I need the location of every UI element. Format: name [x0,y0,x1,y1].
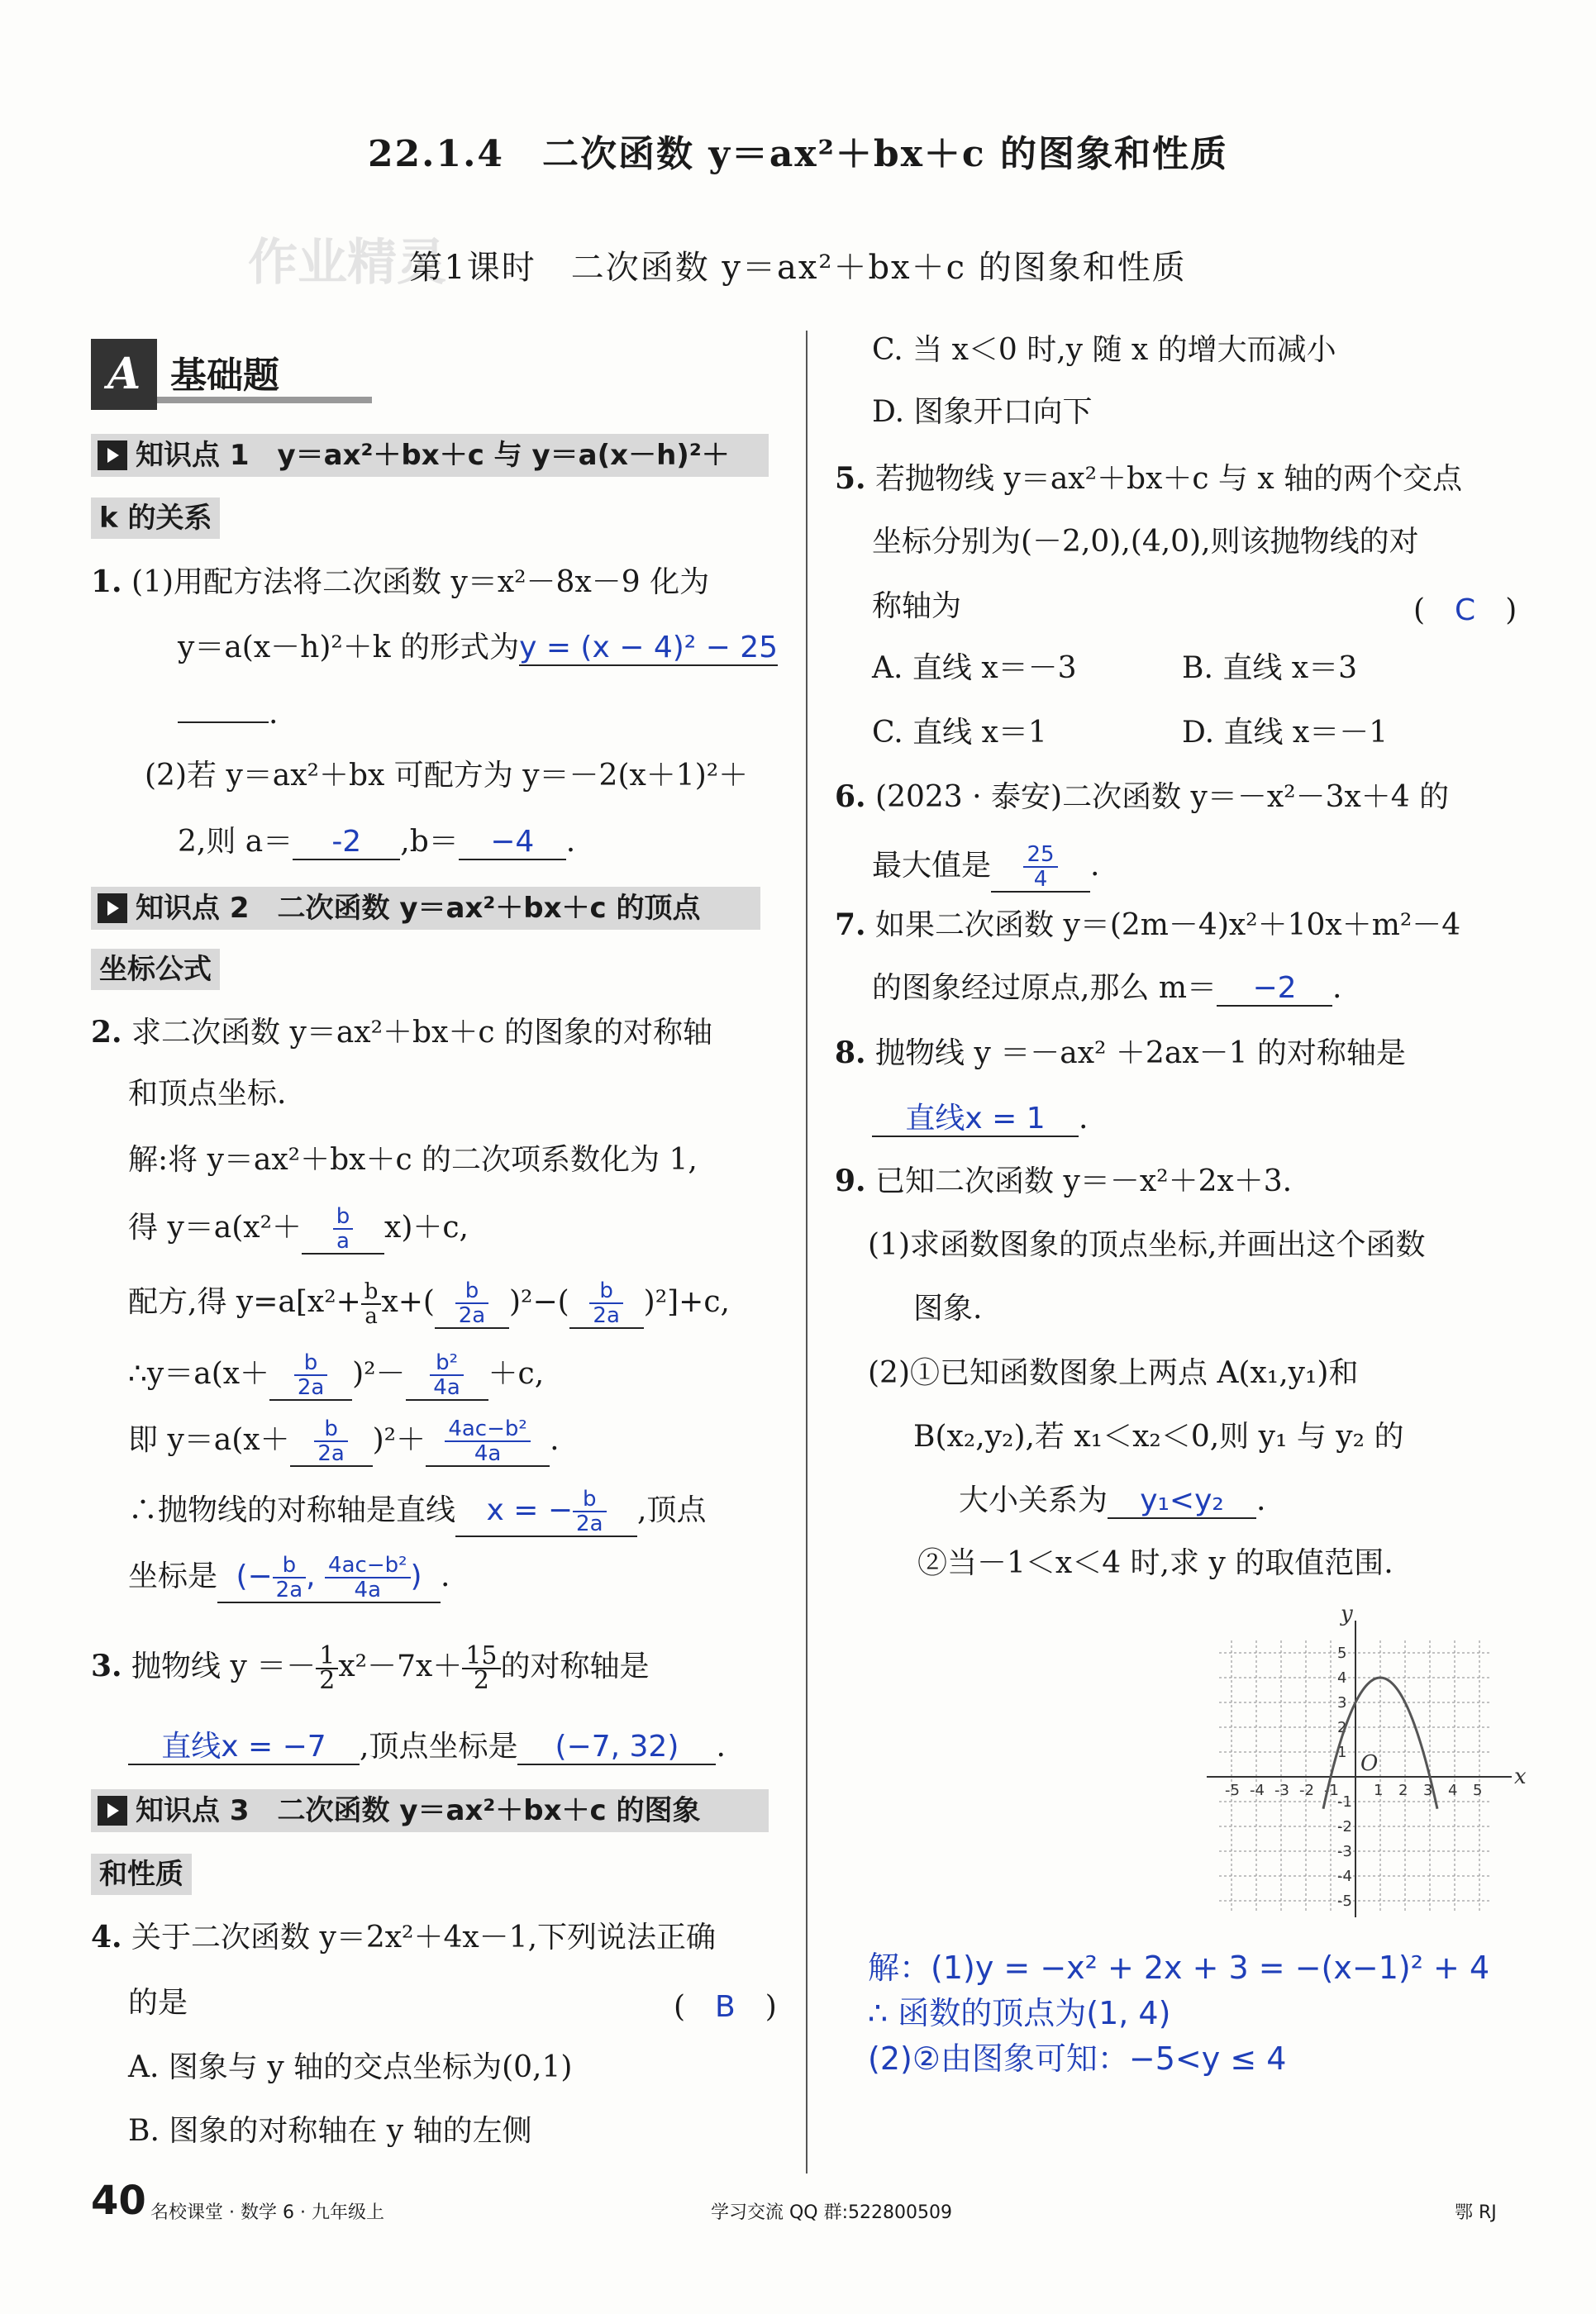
y-tick-label: 1 [1337,1744,1347,1761]
q5-option-d: D. 直线 x＝－1 [1182,716,1389,750]
q2-line9: 坐标是 (− $\frac{b}{2a}$ , $\frac{\text{4ac−b²}}{4a}$ ) . [128,1553,450,1602]
q2-line1: 2. 求二次函数 y＝ax²＋bx＋c 的图象的对称轴 [91,1015,712,1050]
q5-option-c: C. 直线 x＝1 [872,716,1047,750]
q8-line2: 直线x = 1 . [872,1099,1088,1139]
x-tick-label: -3 [1274,1782,1289,1799]
q7-answer: −2 [1217,972,1332,1007]
q2-line6: ∴y＝a(x＋ $\frac{b}{2a}$ )²－ $\frac{\text{b²}}{4a}$ ＋c, [128,1350,545,1400]
section-letter: A [91,339,157,410]
y-tick-label: -5 [1337,1893,1352,1910]
play-triangle-icon [98,440,127,470]
watermark: 作业精灵 [248,234,446,292]
x-tick-label: 5 [1473,1782,1483,1799]
section-header [91,339,372,410]
x-axis-label: x [1514,1764,1527,1789]
y-tick-label: -2 [1337,1818,1352,1835]
q2-line8: ∴抛物线的对称轴是直线 x = − $\frac{b}{2a}$ ,顶点 [128,1487,707,1536]
q4-option-a: A. 图象与 y 轴的交点坐标为(0,1) [128,2050,573,2084]
q9-line4: (2)①已知函数图象上两点 A(x₁,y₁)和 [868,1356,1359,1390]
q2-line5: 配方,得 y=a[x²+ $\frac{b}{a}$ x+( $\frac{b}{2a}$ )²−( $\frac{b}{2a}$ )²]+c, [128,1278,730,1329]
q3-answer1: 直线x = −7 [128,1731,360,1765]
play-triangle-icon [98,893,127,923]
page-title: 22.1.4 二次函数 y＝ax²＋bx＋c 的图象和性质 [367,133,1229,175]
q5-answer-paren: ( C ) [1413,593,1517,627]
q2-line4: 得 y＝a(x²＋ $\frac{b}{a}$ x)＋c, [128,1204,469,1254]
q1-line2b: . [178,694,278,734]
q8-answer: 直线x = 1 [872,1102,1079,1137]
q4-answer-paren: ( B ) [674,1990,777,2024]
q5-line2: 坐标分别为(－2,0),(4,0),则该抛物线的对 [872,525,1419,559]
y-tick-label: 2 [1337,1719,1347,1736]
origin-label: O [1360,1751,1379,1776]
knowledge-point-1-cont: k 的关系 [91,498,220,539]
q6-line2: 最大值是 $\frac{25}{4}$ . [872,842,1100,892]
column-divider [806,331,808,2174]
section-label: 基础题 [170,355,279,397]
q7-line1: 7. 如果二次函数 y＝(2m－4)x²＋10x＋m²－4 [835,907,1461,942]
parabola-graph [1198,1587,1546,1917]
q2-line2: 和顶点坐标. [128,1077,287,1111]
y-tick-label: -4 [1337,1868,1352,1885]
q7-line2: 的图象经过原点,那么 m＝ −2 . [872,971,1342,1005]
play-triangle-icon [98,1796,127,1826]
knowledge-point-3: 知识点 3 二次函数 y＝ax²＋bx＋c 的图象 [91,1789,769,1832]
q1-answer3: −4 [459,826,566,860]
x-tick-label: 2 [1398,1782,1408,1799]
q1-line4: 2,则 a＝ -2 ,b＝ −4 . [178,825,576,859]
x-tick-label: 1 [1374,1782,1384,1799]
q3-line2: 直线x = −7 ,顶点坐标是 (−7, 32) . [128,1727,726,1767]
q9-line6: 大小关系为 y₁<y₂ . [959,1483,1266,1517]
q4-line2: 的是 [128,1986,188,2020]
knowledge-point-2-cont: 坐标公式 [91,949,220,990]
solution-line3: (2)②由图象可知：−5<y ≤ 4 [868,2040,1287,2077]
q1-line1: 1. (1)用配方法将二次函数 y＝x²－8x－9 化为 [91,564,710,599]
y-axis-label: y [1341,1602,1353,1626]
q8-line1: 8. 抛物线 y ＝－ax² ＋2ax－1 的对称轴是 [835,1036,1406,1070]
x-tick-label: -2 [1299,1782,1314,1799]
solution-line2: ∴ 函数的顶点为(1, 4) [868,1995,1171,2031]
footer-qq: 学习交流 QQ 群:522800509 [711,2202,953,2223]
q1-line2: y＝a(x－h)²＋k 的形式为y = (x − 4)² − 25 [178,631,779,664]
q1-answer1: y = (x − 4)² − 25 [519,631,779,664]
x-tick-label: -1 [1324,1782,1339,1799]
q9-line7: ②当－1＜x＜4 时,求 y 的取值范围. [917,1546,1394,1580]
q2-line3: 解:将 y＝ax²＋bx＋c 的二次项系数化为 1, [128,1143,698,1177]
q9-line3: 图象. [913,1292,983,1326]
q1-line3: (2)若 y＝ax²＋bx 可配方为 y＝－2(x＋1)²＋ [145,759,749,793]
q5-line1: 5. 若抛物线 y＝ax²＋bx＋c 与 x 轴的两个交点 [835,461,1463,496]
q4-option-c: C. 当 x＜0 时,y 随 x 的增大而减小 [872,333,1336,367]
x-tick-label: 4 [1448,1782,1458,1799]
knowledge-point-2: 知识点 2 二次函数 y＝ax²＋bx＋c 的顶点 [91,887,760,930]
solution-line1: 解：(1)y = −x² + 2x + 3 = −(x−1)² + 4 [868,1950,1490,1986]
y-tick-label: -3 [1337,1843,1352,1860]
knowledge-point-3-cont: 和性质 [91,1854,192,1895]
q5-option-a: A. 直线 x＝－3 [872,651,1077,685]
q5-line3: 称轴为 [872,589,962,623]
q9-line2: (1)求函数图象的顶点坐标,并画出这个函数 [868,1228,1426,1262]
page-number: 40 [91,2178,146,2224]
q1-answer2: -2 [293,826,400,860]
y-tick-label: 4 [1337,1669,1347,1687]
knowledge-point-1: 知识点 1 y＝ax²＋bx＋c 与 y＝a(x－h)²＋ [91,434,769,477]
footer-book: 名校课堂 · 数学 6 · 九年级上 [150,2202,384,2223]
lesson-subtitle: 第1课时 二次函数 y＝ax²＋bx＋c 的图象和性质 [409,249,1187,287]
q4-option-b: B. 图象的对称轴在 y 轴的左侧 [128,2114,532,2148]
footer-edition: 鄂 RJ [1455,2202,1497,2223]
q3-answer2: (−7, 32) [517,1731,716,1765]
y-tick-label: 3 [1337,1694,1347,1712]
q9-line5: B(x₂,y₂),若 x₁＜x₂＜0,则 y₁ 与 y₂ 的 [913,1420,1404,1454]
q4-option-d: D. 图象开口向下 [872,395,1093,429]
q4-line1: 4. 关于二次函数 y＝2x²＋4x－1,下列说法正确 [91,1920,717,1955]
q6-line1: 6. (2023 · 泰安)二次函数 y＝－x²－3x＋4 的 [835,779,1450,814]
q9-line1: 9. 已知二次函数 y＝－x²＋2x＋3. [835,1164,1293,1198]
x-tick-label: -5 [1225,1782,1240,1799]
q2-line7: 即 y＝a(x＋ $\frac{b}{2a}$ )²＋ $\frac{\text{4ac−b²}}{4a}$ . [128,1416,560,1466]
x-tick-label: 3 [1423,1782,1433,1799]
q5-option-b: B. 直线 x＝3 [1182,651,1357,685]
y-tick-label: -1 [1337,1793,1352,1811]
q9-answer1: y₁<y₂ [1108,1484,1256,1519]
y-tick-label: 5 [1337,1645,1347,1662]
x-tick-label: -4 [1250,1782,1265,1799]
q3-line1: 3. 抛物线 y ＝－ $\frac{1}{2}$ x²－7x＋ $\frac{15}{2}$ 的对称轴是 [91,1641,650,1695]
